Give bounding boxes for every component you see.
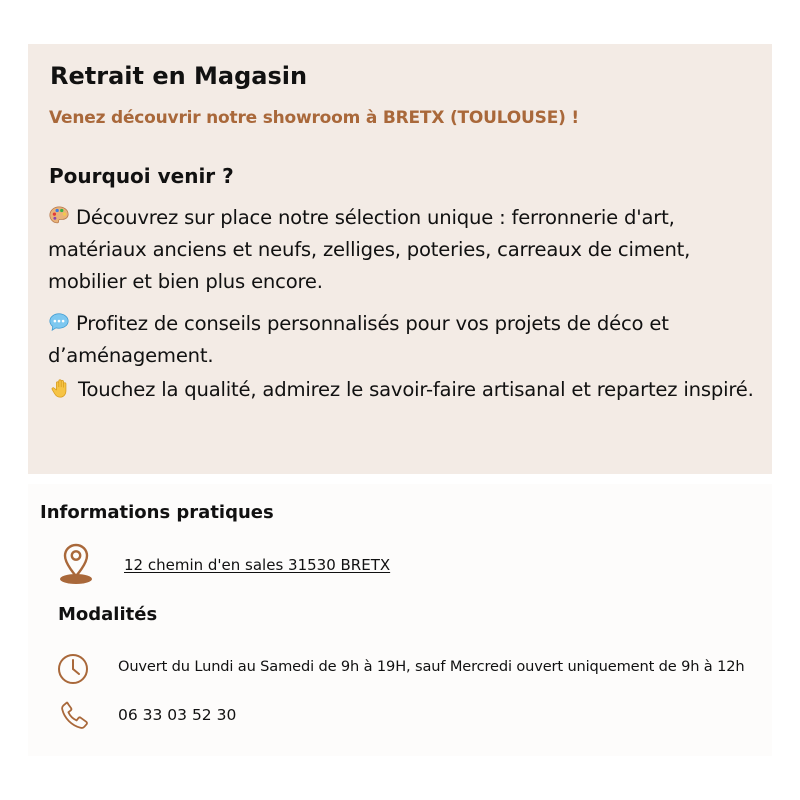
reason-selection — [48, 202, 768, 298]
reason-quality — [50, 374, 770, 406]
phone-number: 06 33 03 52 30 — [118, 706, 237, 724]
showroom-card — [28, 44, 772, 474]
page-title: Retrait en Magasin — [50, 62, 308, 90]
reason-advice-text: Profitez de conseils personnalisés pour vos projets de déco et d’aménagement. — [48, 312, 669, 367]
phone-icon — [58, 698, 92, 736]
showroom-subtitle: Venez découvrir notre showroom à BRETX (TOULOUSE) ! — [49, 108, 579, 128]
address-link[interactable]: 12 chemin d'en sales 31530 BRETX — [124, 556, 391, 574]
opening-hours: Ouvert du Lundi au Samedi de 9h à 19H, sauf Mercredi ouvert uniquement de 9h à 12h — [118, 658, 745, 675]
clock-icon — [56, 652, 90, 690]
modalites-heading: Modalités — [58, 604, 158, 625]
speech-bubble-icon — [48, 311, 70, 333]
reason-quality-text: Touchez la qualité, admirez le savoir-faire artisanal et repartez inspiré. — [78, 378, 754, 401]
reason-selection-text: Découvrez sur place notre sélection unique : ferronnerie d'art, matériaux anciens et neufs, zelliges, poteries, carreaux de ciment, mobilier et bien plus encore. — [48, 206, 691, 293]
reason-advice — [48, 308, 768, 372]
practical-info-card — [28, 484, 772, 756]
why-heading: Pourquoi venir ? — [49, 164, 234, 188]
location-pin-icon — [58, 542, 94, 590]
info-heading: Informations pratiques — [40, 502, 274, 523]
palette-icon — [48, 205, 70, 227]
raised-hand-icon — [50, 377, 72, 399]
